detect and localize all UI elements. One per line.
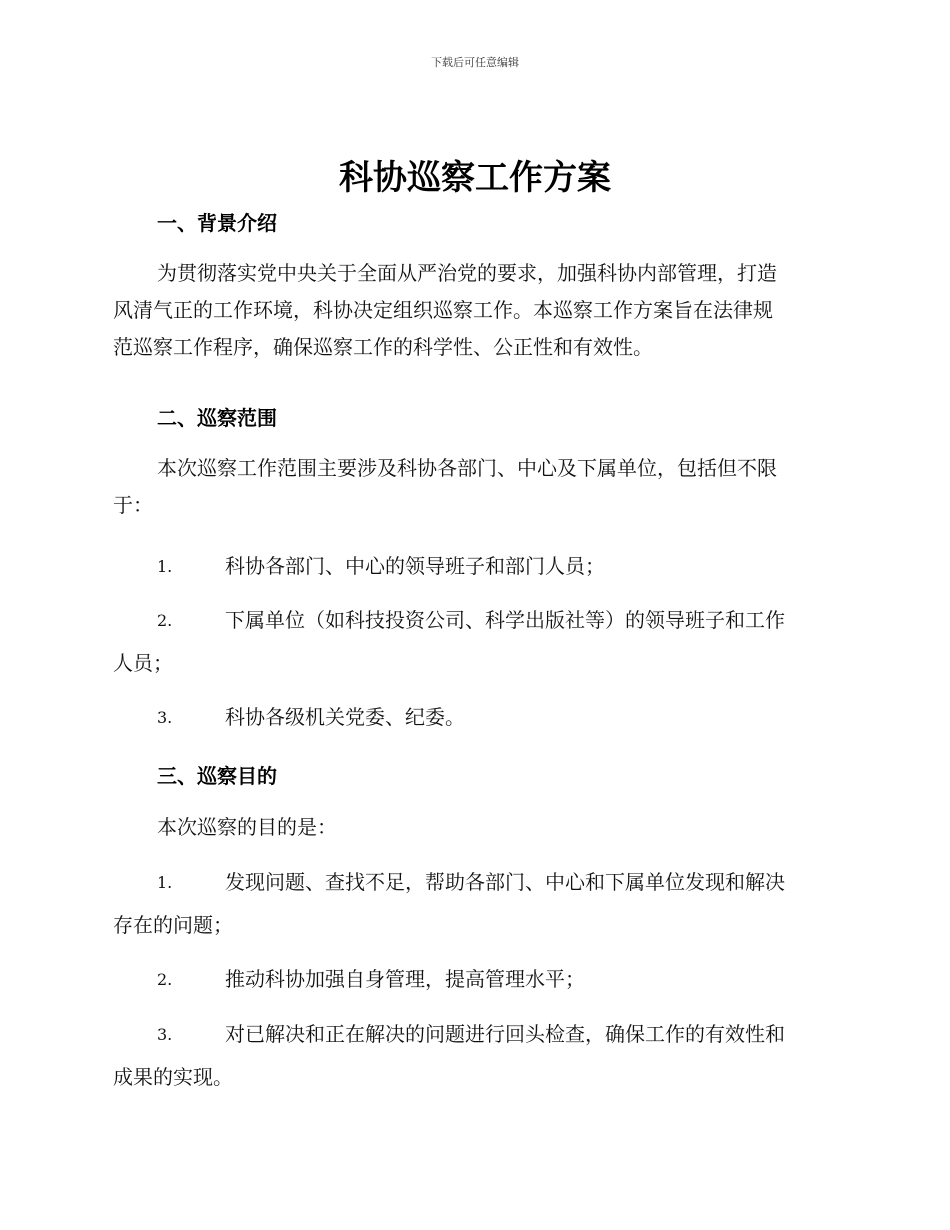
list-text: 科协各部门、中心的领导班子和部门人员； <box>225 554 605 578</box>
list-item-purpose-2 <box>113 958 835 1001</box>
list-number: 3. <box>157 1025 173 1044</box>
list-number: 2. <box>157 970 173 989</box>
section-heading-background: 一、背景介绍 <box>157 211 277 235</box>
list-number: 3. <box>157 708 173 727</box>
list-text: 推动科协加强自身管理，提高管理水平； <box>225 967 585 991</box>
list-text: 发现问题、查找不足，帮助各部门、中心和下属单位发现和解决 存在的问题； <box>113 870 785 937</box>
header-note: 下载后可任意编辑 <box>431 56 519 69</box>
section-paragraph-purpose: 本次巡察的目的是： <box>157 815 337 839</box>
list-number: 1. <box>157 557 173 576</box>
section-heading-purpose: 三、巡察目的 <box>157 764 277 788</box>
list-item-scope-1 <box>113 545 835 588</box>
list-item-scope-3 <box>113 696 835 739</box>
list-text: 科协各级机关党委、纪委。 <box>225 705 465 729</box>
section-paragraph-background: 为贯彻落实党中央关于全面从严治党的要求，加强科协内部管理，打造 风清气正的工作环境，科协决定组织巡察工作。本巡察工作方案旨在法律规 范巡察工作程序，确保巡察工作的科学性、公正性和有效性。 <box>113 261 777 359</box>
list-number: 2. <box>157 611 173 630</box>
list-item-purpose-1 <box>113 861 835 947</box>
list-item-purpose-3 <box>113 1013 835 1099</box>
list-item-scope-2 <box>113 599 835 685</box>
section-paragraph-scope: 本次巡察工作范围主要涉及科协各部门、中心及下属单位，包括但不限 于： <box>113 456 777 517</box>
section-heading-scope: 二、巡察范围 <box>157 406 277 430</box>
list-number: 1. <box>157 873 173 892</box>
list-text: 下属单位（如科技投资公司、科学出版社等）的领导班子和工作 人员； <box>113 608 785 675</box>
list-text: 对已解决和正在解决的问题进行回头检查，确保工作的有效性和 成果的实现。 <box>113 1022 785 1089</box>
document-title: 科协巡察工作方案 <box>339 158 611 198</box>
